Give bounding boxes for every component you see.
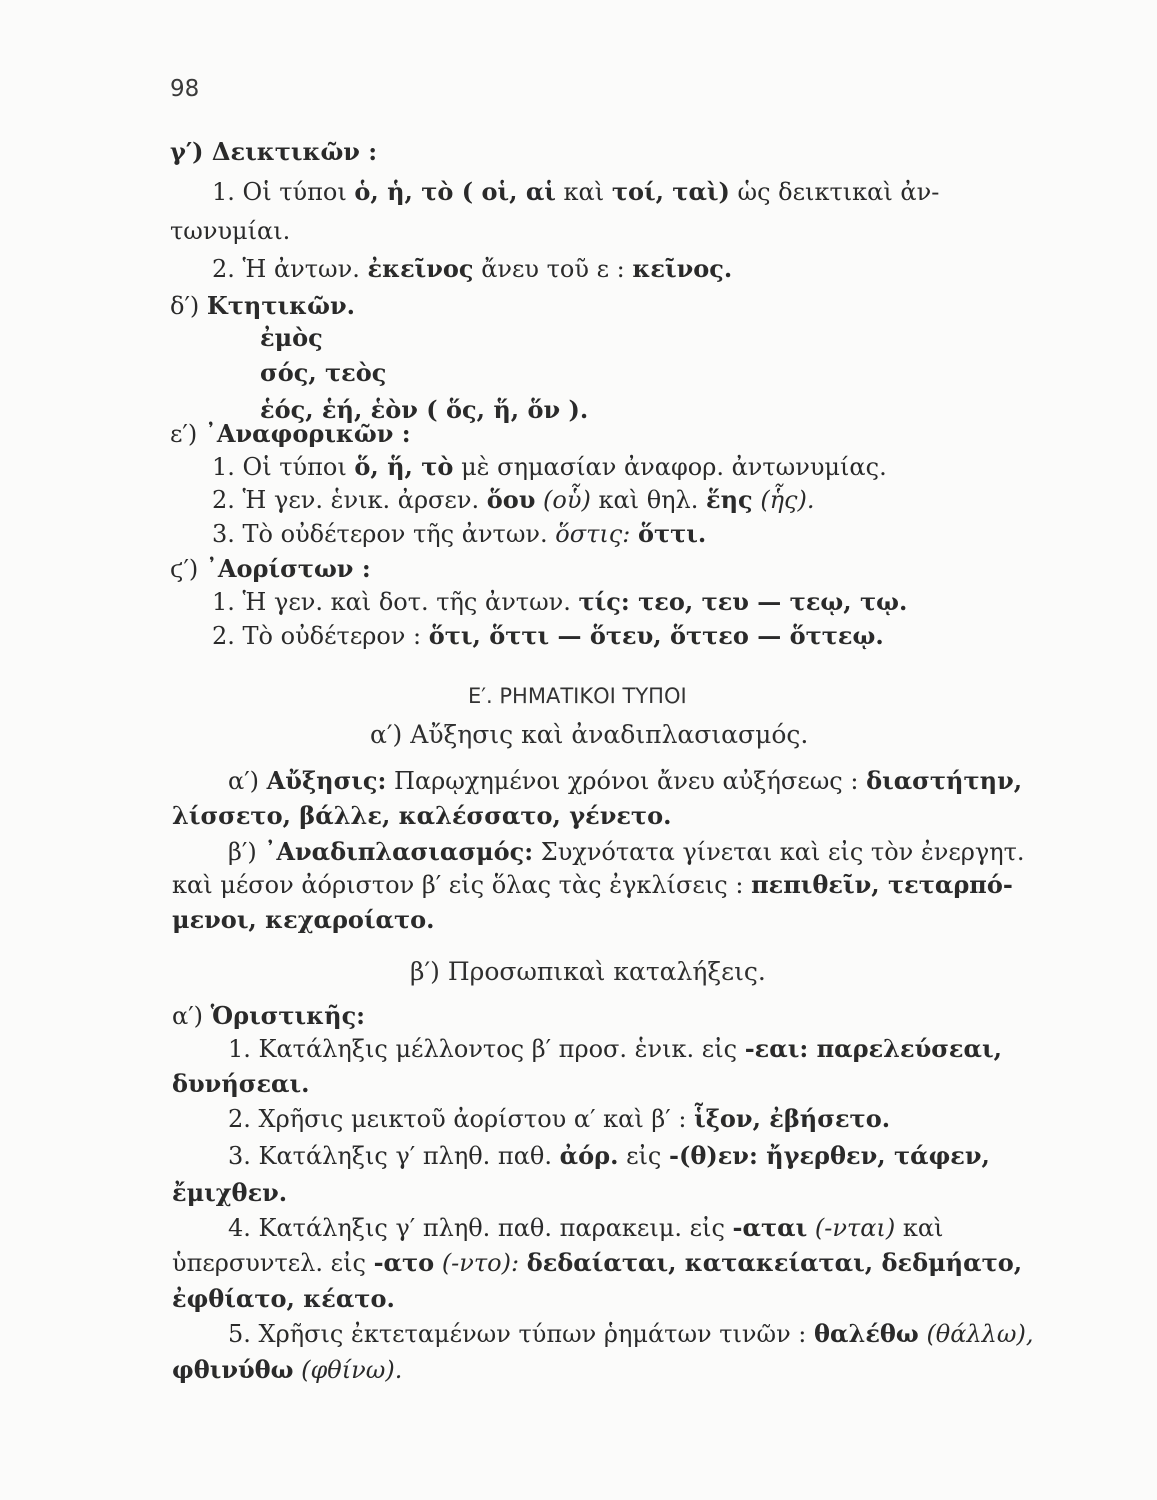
deiktikon-item-1-cont: τωνυμίαι. [170, 217, 291, 245]
auxesis-subheading: α′) Αὔξησις καὶ ἀναδιπλασιασμός. [370, 720, 809, 749]
katalexeis-item-4-cont: ἐφθίατο, κέατο. [172, 1284, 395, 1313]
katalexeis-item-3-cont: ἔμιχθεν. [172, 1178, 288, 1207]
katalexeis-item-1-cont: δυνήσεαι. [172, 1069, 310, 1098]
deiktikon-item-2: 2. Ἡ ἀντων. ἐκεῖνος ἄνευ τοῦ ε : κεῖνος. [212, 254, 733, 283]
anaphorikon-item-1: 1. Οἱ τύποι ὅ, ἥ, τὸ μὲ σημασίαν ἀναφορ. ἀντωνυμίας. [212, 452, 887, 481]
katalexeis-item-4-line-2: ὑπερσυντελ. εἰς -ατο (-ντο): δεδαίαται, κατακείαται, δεδμήατο, [172, 1248, 1023, 1277]
auxesis-a-line-2: λίσσετο, βάλλε, καλέσσατο, γένετο. [172, 801, 672, 830]
katalexeis-item-4: 4. Κατάληξις γ′ πληθ. παθ. παρακειμ. εἰς -αται (-νται) καὶ [228, 1213, 944, 1242]
deiktikon-heading: γ′) Δεικτικῶν : [170, 137, 378, 166]
katalexeis-item-5-cont: φθινύθω (φθίνω). [172, 1355, 403, 1384]
section-heading: Ε′. ΡΗΜΑΤΙΚΟΙ ΤΥΠΟΙ [468, 684, 687, 708]
anaphorikon-item-3: 3. Τὸ οὐδέτερον τῆς ἀντων. ὅστις: ὅττι. [212, 519, 707, 548]
page-number: 98 [170, 76, 200, 102]
katalexeis-item-5: 5. Χρῆσις ἐκτεταμένων τύπων ῥημάτων τινῶν : θαλέθω (θάλλω), [228, 1319, 1034, 1348]
anaphorikon-item-2: 2. Ἡ γεν. ἑνικ. ἀρσεν. ὅου (οὗ) καὶ θηλ. ἕης (ἧς). [212, 485, 815, 514]
aoriston-item-1: 1. Ἡ γεν. καὶ δοτ. τῆς ἀντων. τίς: τεο, τευ — τεῳ, τῳ. [212, 587, 908, 616]
ktetikon-form-2: σός, τεὸς [260, 358, 387, 387]
katalexeis-item-3: 3. Κατάληξις γ′ πληθ. παθ. ἀόρ. εἰς -(θ)εν: ἤγερθεν, τάφεν, [228, 1141, 990, 1170]
auxesis-a-line-1: α′) Αὔξησις: Παρῳχημένοι χρόνοι ἄνευ αὐξήσεως : διαστήτην, [228, 766, 1023, 795]
oristikes-heading: α′) Ὁριστικῆς: [172, 1001, 366, 1030]
ktetikon-form-3: ἑός, ἑή, ἑὸν ( ὅς, ἥ, ὅν ). [260, 395, 589, 424]
auxesis-b-line-3: μενοι, κεχαροίατο. [172, 905, 435, 934]
deiktikon-item-1: 1. Οἱ τύποι ὁ, ἡ, τὸ ( οἱ, αἱ καὶ τοί, ταὶ) ὡς δεικτικαὶ ἀν- [212, 177, 940, 206]
katalexeis-item-1: 1. Κατάληξις μέλλοντος β′ προσ. ἑνικ. εἰς -εαι: παρελεύσεαι, [228, 1034, 1002, 1063]
ktetikon-form-1: ἐμὸς [260, 323, 323, 352]
anaphorikon-heading: ε′) ᾿Αναφορικῶν : [170, 419, 411, 448]
auxesis-b-line-1: β′) ᾿Αναδιπλασιασμός: Συχνότατα γίνεται καὶ εἰς τὸν ἐνεργητ. [228, 837, 1025, 866]
auxesis-b-line-2: καὶ μέσον ἀόριστον β′ εἰς ὅλας τὰς ἐγκλίσεις : πεπιθεῖν, τεταρπό- [172, 870, 1013, 899]
aoriston-heading: ϛ′) ᾿Αορίστων : [170, 554, 371, 583]
katalexeis-item-2: 2. Χρῆσις μεικτοῦ ἀορίστου α′ καὶ β′ : ἷξον, ἐβήσετο. [228, 1104, 891, 1133]
aoriston-item-2: 2. Τὸ οὐδέτερον : ὅτι, ὅττι — ὅτευ, ὅττεο — ὅττεῳ. [212, 621, 884, 650]
katalexeis-subheading: β′) Προσωπικαὶ καταλήξεις. [410, 957, 766, 986]
ktetikon-heading: δ′) Κτητικῶν. [170, 291, 355, 320]
